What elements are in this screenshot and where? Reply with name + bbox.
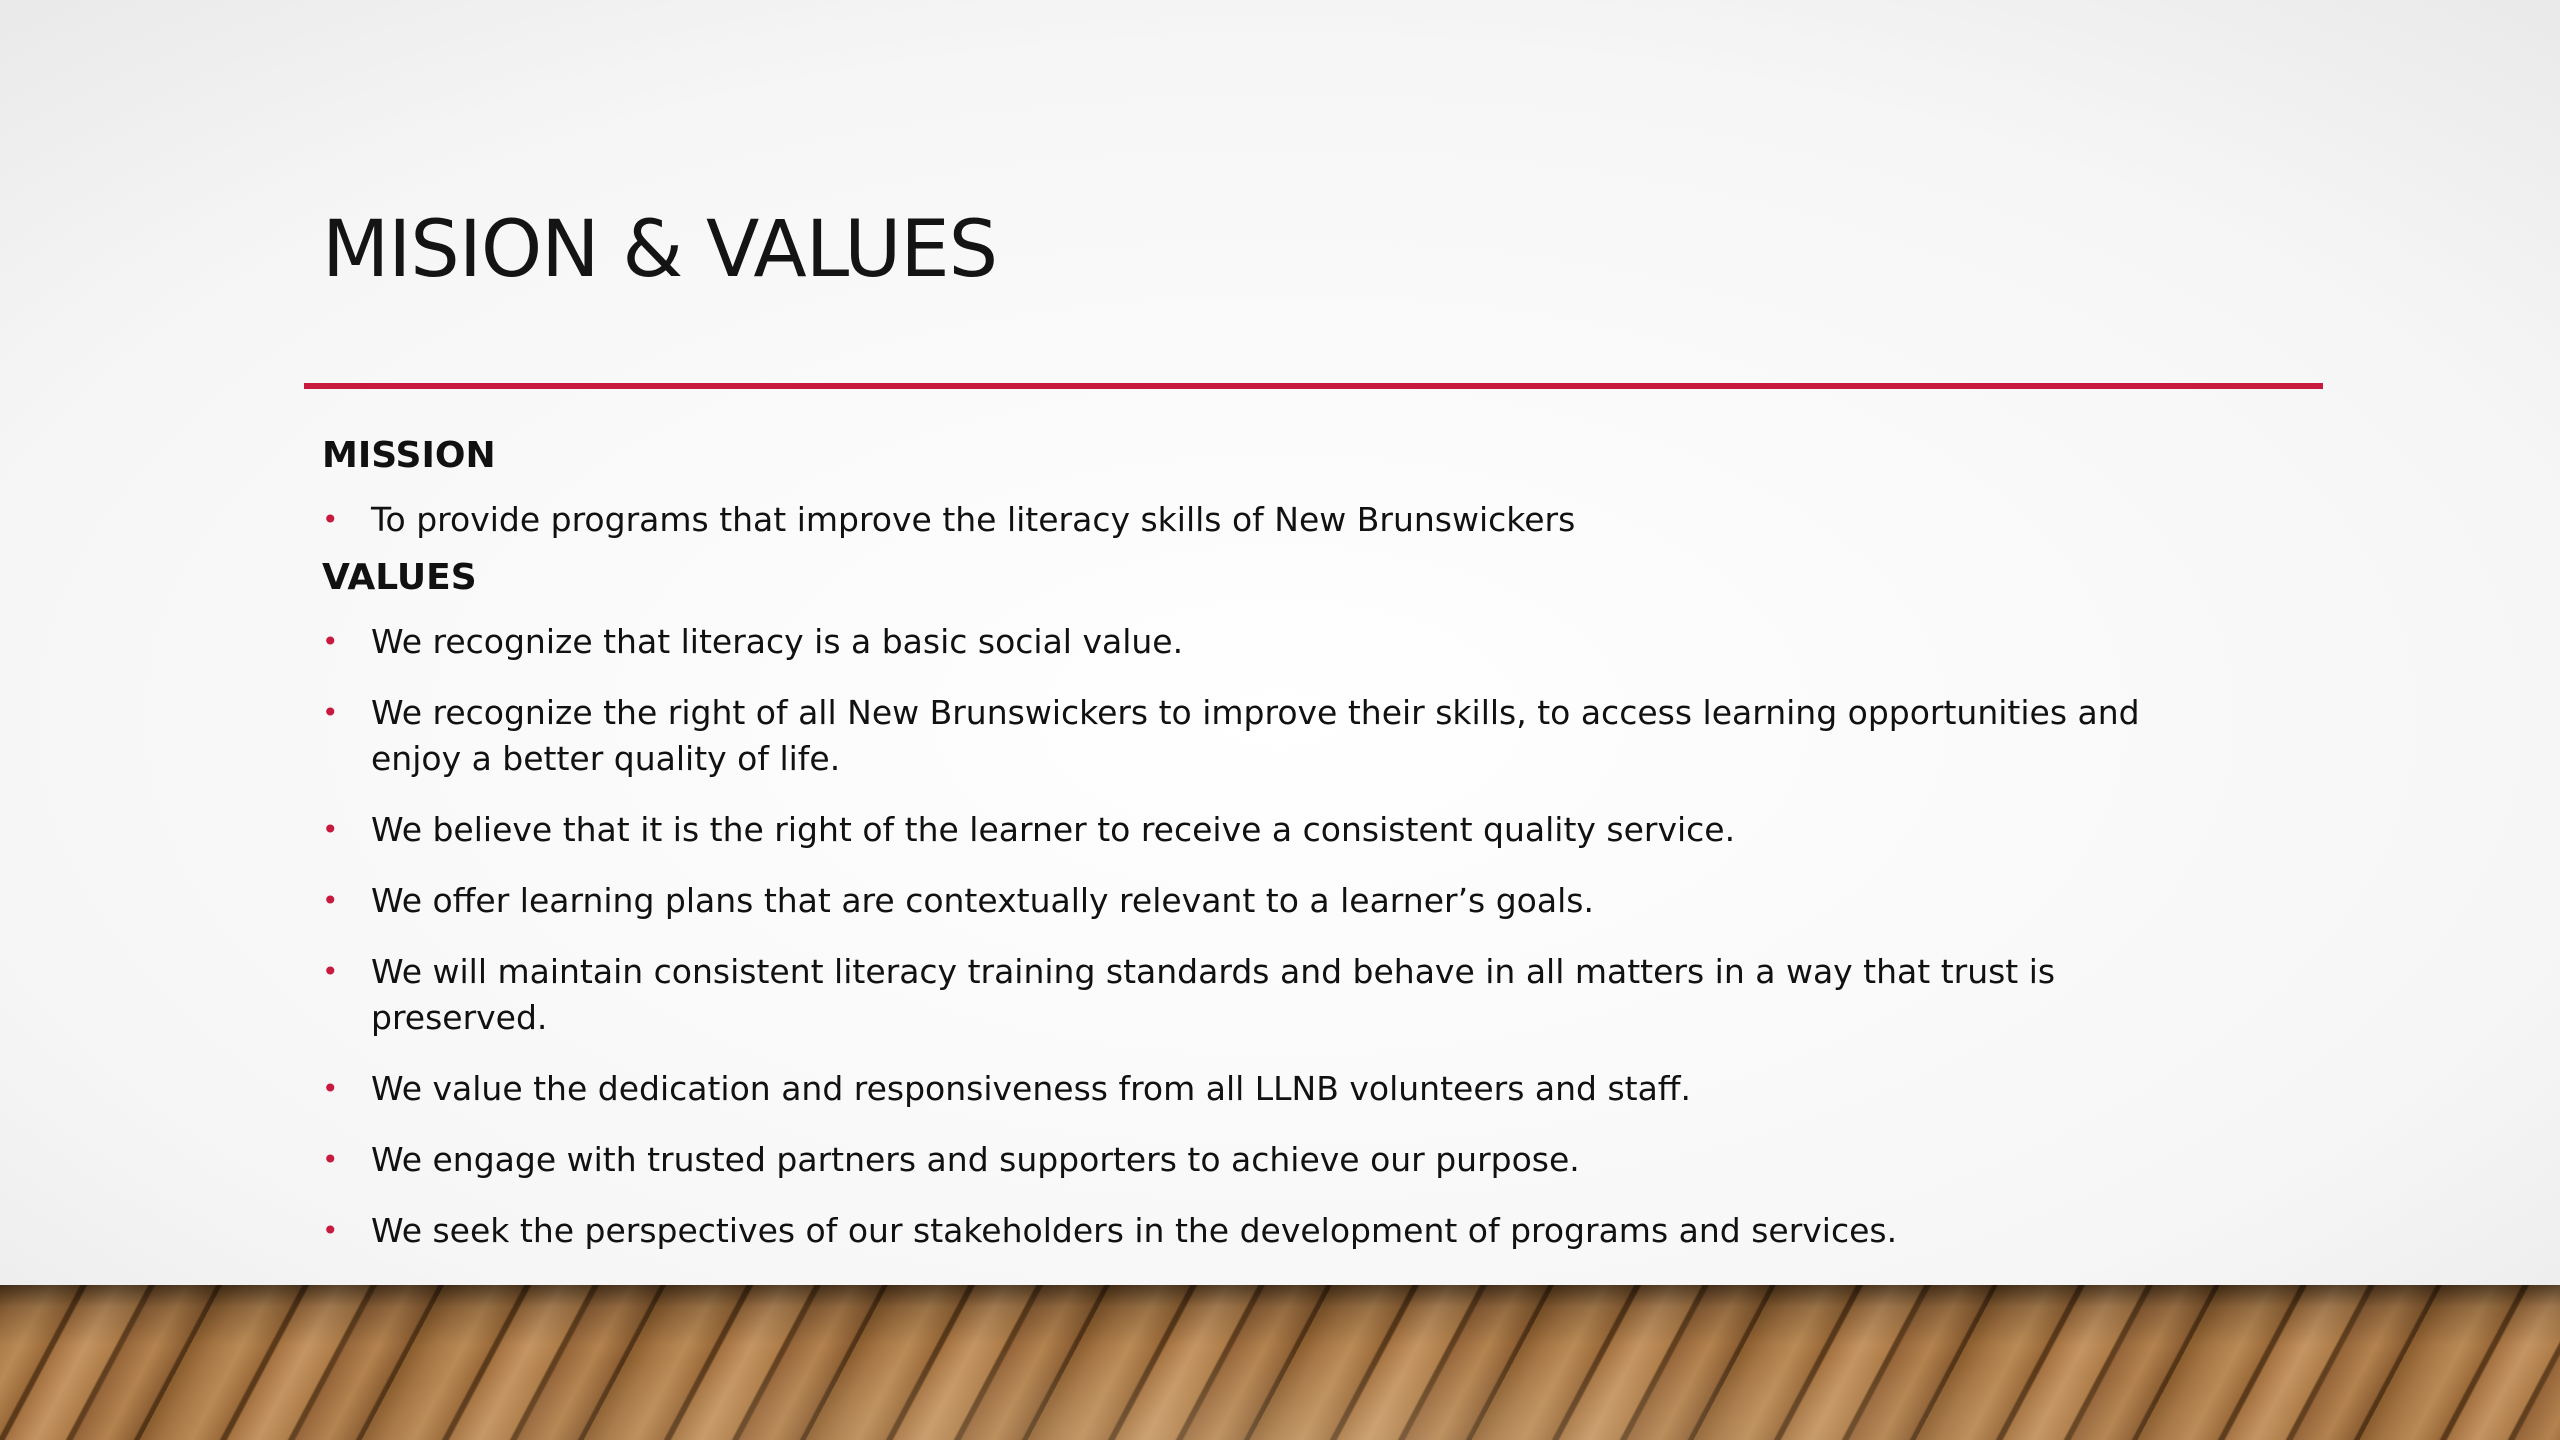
title-divider (304, 383, 2323, 389)
bullet-text: We seek the perspectives of our stakeholders in the development of programs and services. (371, 1211, 1898, 1250)
floor-highlight (0, 1285, 2560, 1440)
bullet-text: We will maintain consistent literacy training standards and behave in all matters in a way that trust is preserved. (371, 952, 2056, 1037)
bullet-text: We engage with trusted partners and supporters to achieve our purpose. (371, 1140, 1580, 1179)
mission-list (322, 497, 2222, 543)
bullet-icon: • (322, 625, 339, 658)
bullet-icon: • (322, 503, 339, 536)
slide-content (322, 425, 2222, 1254)
values-list (322, 619, 2222, 1254)
bullet-icon: • (322, 813, 339, 846)
bullet-icon: • (322, 1214, 339, 1247)
list-item (322, 1137, 2222, 1183)
bullet-text: We value the dedication and responsiveness from all LLNB volunteers and staff. (371, 1069, 1692, 1108)
bullet-text: We recognize the right of all New Brunswickers to improve their skills, to access learning opportunities and enjoy a better quality of life. (371, 693, 2140, 778)
bullet-icon: • (322, 955, 339, 988)
slide-title: MISION & VALUES (322, 205, 998, 295)
list-item (322, 1066, 2222, 1112)
list-item (322, 690, 2222, 782)
mission-heading: MISSION (322, 435, 496, 476)
bullet-icon: • (322, 1143, 339, 1176)
list-item (322, 878, 2222, 924)
bullet-icon: • (322, 884, 339, 917)
list-item (322, 619, 2222, 665)
list-item (322, 1208, 2222, 1254)
list-item (322, 949, 2222, 1041)
bullet-text: To provide programs that improve the literacy skills of New Brunswickers (371, 500, 1576, 539)
values-heading: VALUES (322, 557, 477, 598)
bullet-icon: • (322, 1072, 339, 1105)
bullet-text: We recognize that literacy is a basic social value. (371, 622, 1184, 661)
bullet-icon: • (322, 696, 339, 729)
list-item (322, 807, 2222, 853)
list-item (322, 497, 2222, 543)
bullet-text: We offer learning plans that are contextually relevant to a learner’s goals. (371, 881, 1594, 920)
bullet-text: We believe that it is the right of the learner to receive a consistent quality service. (371, 810, 1736, 849)
